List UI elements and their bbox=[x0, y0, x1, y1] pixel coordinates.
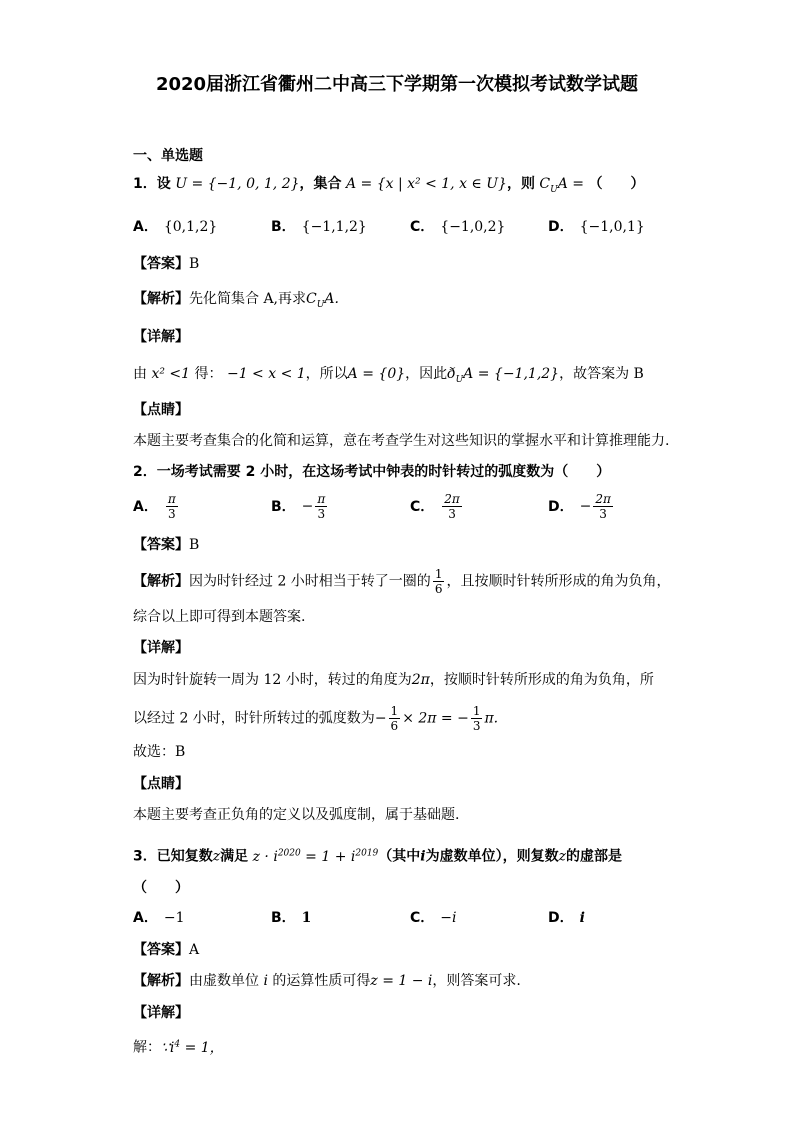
q1-stem-text: 设 bbox=[156, 176, 171, 192]
q2-comment: 本题主要考查正负角的定义以及弧度制，属于基础题. bbox=[133, 807, 460, 823]
q2-choose: 故选：B bbox=[133, 744, 186, 760]
q2-detail-heading: 【详解】 bbox=[133, 640, 189, 656]
q3-option-a[interactable]: A． −1 bbox=[133, 910, 185, 926]
q3-analysis: 【解析】由虚数单位 i 的运算性质可得z = 1 − i，则答案可求. bbox=[133, 973, 521, 989]
section-heading: 一、单选题 bbox=[133, 148, 203, 164]
q2-analysis: 【解析】因为时针经过 2 小时相当于转了一圈的 $\frac{1}{6}$ ，且按顺时针转所形成的角为负角， bbox=[133, 567, 671, 596]
set-a: A = {x | x² < 1, x ∈ U} bbox=[345, 176, 507, 192]
q1-option-b[interactable]: B． {−1,1,2} bbox=[271, 219, 367, 235]
q3-answer-paren: （ ） bbox=[133, 880, 189, 896]
q3-detail-heading: 【详解】 bbox=[133, 1005, 189, 1021]
q3-option-b[interactable]: B． 1 bbox=[271, 910, 312, 926]
set-u: U = {−1, 0, 1, 2} bbox=[175, 176, 300, 192]
q1-stem-text-b: ，集合 bbox=[299, 176, 342, 192]
q1-option-c[interactable]: C． {−1,0,2} bbox=[410, 219, 506, 235]
q2-option-c[interactable]: C． $\frac{2\pi}{3}$ bbox=[410, 492, 460, 521]
q2-option-b[interactable]: B． − $\frac{\pi}{3}$ bbox=[271, 492, 326, 521]
question-2-stem: 2．一场考试需要 2 小时，在这场考试中钟表的时针转过的弧度数为（ ） bbox=[133, 464, 611, 480]
complement-expr: $C_UA$ = bbox=[539, 176, 585, 195]
q1-option-a[interactable]: A． {0,1,2} bbox=[133, 219, 218, 235]
q1-detail-heading: 【详解】 bbox=[133, 329, 189, 345]
question-number: 1． bbox=[133, 176, 157, 192]
q1-answer: 【答案】B bbox=[133, 256, 200, 272]
q1-comment-heading: 【点睛】 bbox=[133, 402, 189, 418]
q2-option-a[interactable]: A． $\frac{\pi}{3}$ bbox=[133, 492, 176, 521]
q1-comment: 本题主要考查集合的化简和运算，意在考查学生对这些知识的掌握水平和计算推理能力. bbox=[133, 433, 670, 449]
q2-analysis-line-2: 综合以上即可得到本题答案. bbox=[133, 609, 306, 625]
q1-analysis: 【解析】先化简集合 A,再求$C_UA$. bbox=[133, 291, 339, 310]
q2-comment-heading: 【点睛】 bbox=[133, 776, 189, 792]
q2-detail-line-1: 因为时针旋转一周为 12 小时，转过的角度为2π，按顺时针转所形成的角为负角，所 bbox=[133, 672, 654, 688]
q3-solution: 解：$\because i^4 = 1$， bbox=[133, 1039, 224, 1056]
question-1-stem bbox=[133, 174, 644, 200]
answer-paren: （ ） bbox=[588, 176, 645, 192]
q1-stem-text-c: ，则 bbox=[506, 176, 535, 192]
q3-option-c[interactable]: C． −i bbox=[410, 910, 457, 926]
q2-option-d[interactable]: D． − $\frac{2\pi}{3}$ bbox=[548, 492, 611, 521]
q1-option-d[interactable]: D． {−1,0,1} bbox=[548, 219, 645, 235]
page-title: 2020届浙江省衢州二中高三下学期第一次模拟考试数学试题 bbox=[155, 74, 639, 95]
q2-detail-line-2: 以经过 2 小时，时针所转过的弧度数为− $\frac{1}{6}$ × 2π = − $\frac{1}{3}$ π. bbox=[133, 704, 499, 733]
question-3-stem: 3．已知复数z满足 $z \cdot i^{2020} = 1 + i^{2019}$（其中i为虚数单位），则复数z的虚部是 bbox=[133, 848, 622, 865]
q3-answer: 【答案】A bbox=[133, 942, 200, 958]
q1-detail: 由 x² <1 得： −1 < x < 1，所以A = {0}，因此$ð_UA = \{-1,1,2\}$，故答案为 B bbox=[133, 366, 644, 385]
q2-answer: 【答案】B bbox=[133, 537, 200, 553]
q3-option-d[interactable]: D． i bbox=[548, 910, 585, 926]
